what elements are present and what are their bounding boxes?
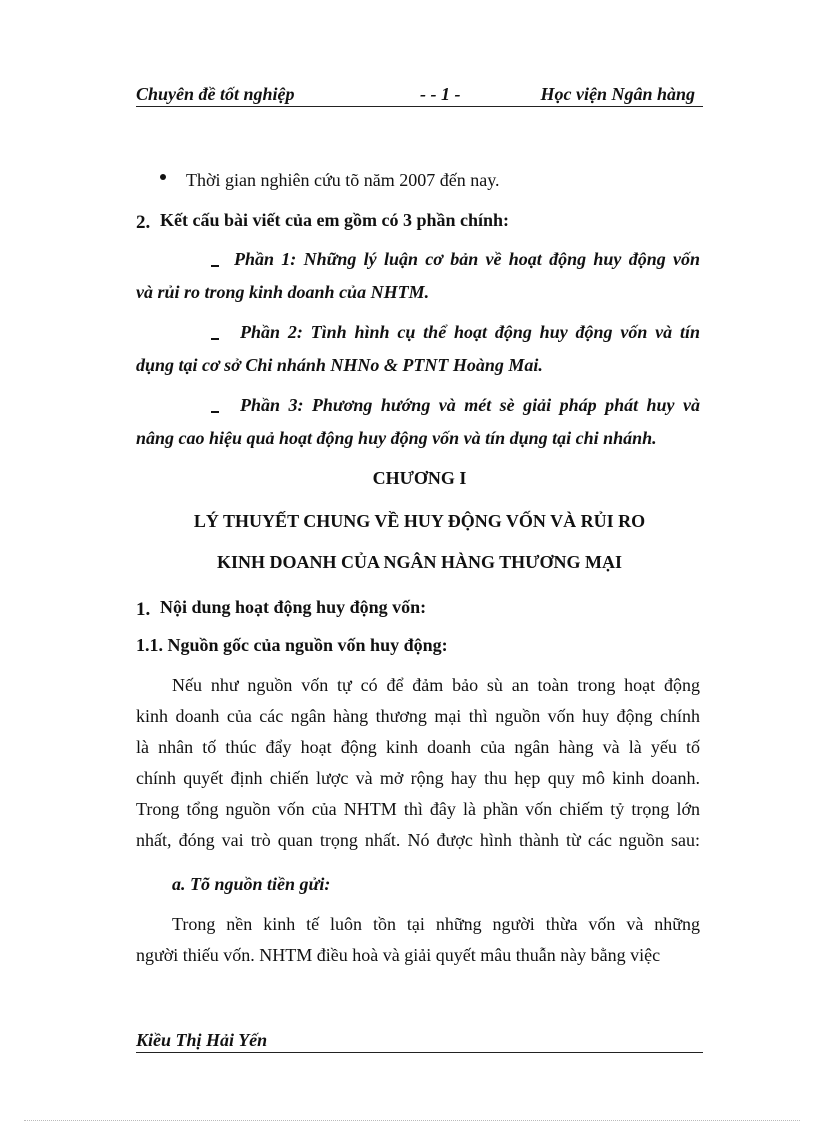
header-right: Học viện Ngân hàng: [540, 84, 695, 104]
chapter-heading: CHƯƠNG I: [372, 468, 467, 488]
part3-line2: nâng cao hiệu quả hoạt động huy động vốn và tín dụng tại chi nhánh.: [136, 428, 657, 448]
bullet-text: Thời gian nghiên cứu tõ năm 2007 đến nay.: [186, 170, 500, 190]
item2-text: Kết cấu bài viết của em gồm có 3 phần chính:: [160, 210, 509, 230]
para2-line1: Trong nền kinh tế luôn tồn tại những người thừa vốn và những: [172, 914, 700, 934]
dash-icon: [211, 411, 219, 413]
para2-line2: người thiếu vốn. NHTM điều hoà và giải quyết mâu thuẫn này bằng việc: [136, 945, 661, 965]
bullet-icon: [160, 174, 166, 180]
dash-icon: [211, 265, 219, 267]
dash-icon: [211, 338, 219, 340]
footer-author: Kiều Thị Hải Yến: [136, 1030, 268, 1050]
section1-title: Nội dung hoạt động huy động vốn:: [160, 597, 427, 617]
part2-line1: Phần 2: Tình hình cụ thể hoạt động huy động vốn và tín: [240, 322, 700, 342]
header-left: Chuyên đề tốt nghiệp: [136, 84, 295, 104]
part1-line1: Phần 1: Những lý luận cơ bản về hoạt động huy động vốn: [234, 249, 700, 269]
para1-line6: nhất, đóng vai trò quan trọng nhất. Nó được hình thành từ các nguồn sau:: [136, 830, 700, 850]
section1-1-title: 1.1. Nguồn gốc của nguồn vốn huy động:: [136, 635, 448, 655]
part1-line2: và rủi ro trong kinh doanh của NHTM.: [136, 282, 430, 302]
page-number: - - 1 -: [420, 84, 461, 104]
page-header: [136, 82, 703, 107]
para1-line2: kinh doanh của các ngân hàng thương mại thì nguồn vốn huy động chính: [136, 706, 700, 726]
page-edge-divider: [24, 1120, 800, 1121]
item2-number: 2.: [136, 212, 151, 233]
part3-line1: Phần 3: Phương hướng và mét sè giải pháp phát huy và: [240, 395, 700, 415]
section1-number: 1.: [136, 599, 151, 620]
chapter-title-line2: KINH DOANH CỦA NGÂN HÀNG THƯƠNG MẠI: [216, 552, 622, 572]
para1-line3: là nhân tố thúc đẩy hoạt động kinh doanh của ngân hàng và là yếu tố: [136, 737, 700, 757]
part2-line2: dụng tại cơ sở Chi nhánh NHNo & PTNT Hoàng Mai.: [136, 355, 543, 375]
para1-line4: chính quyết định chiến lược và mở rộng hay thu hẹp quy mô kinh doanh.: [136, 768, 700, 788]
page-footer: [136, 1030, 703, 1053]
subsection-a-title: a. Tõ nguồn tiền gửi:: [172, 874, 331, 894]
chapter-title-line1: LÝ THUYẾT CHUNG VỀ HUY ĐỘNG VỐN VÀ RỦI RO: [193, 511, 646, 531]
para1-line1: Nếu như nguồn vốn tự có để đảm bảo sù an toàn trong hoạt động: [172, 675, 700, 695]
para1-line5: Trong tổng nguồn vốn của NHTM thì đây là phần vốn chiếm tỷ trọng lớn: [136, 799, 700, 819]
